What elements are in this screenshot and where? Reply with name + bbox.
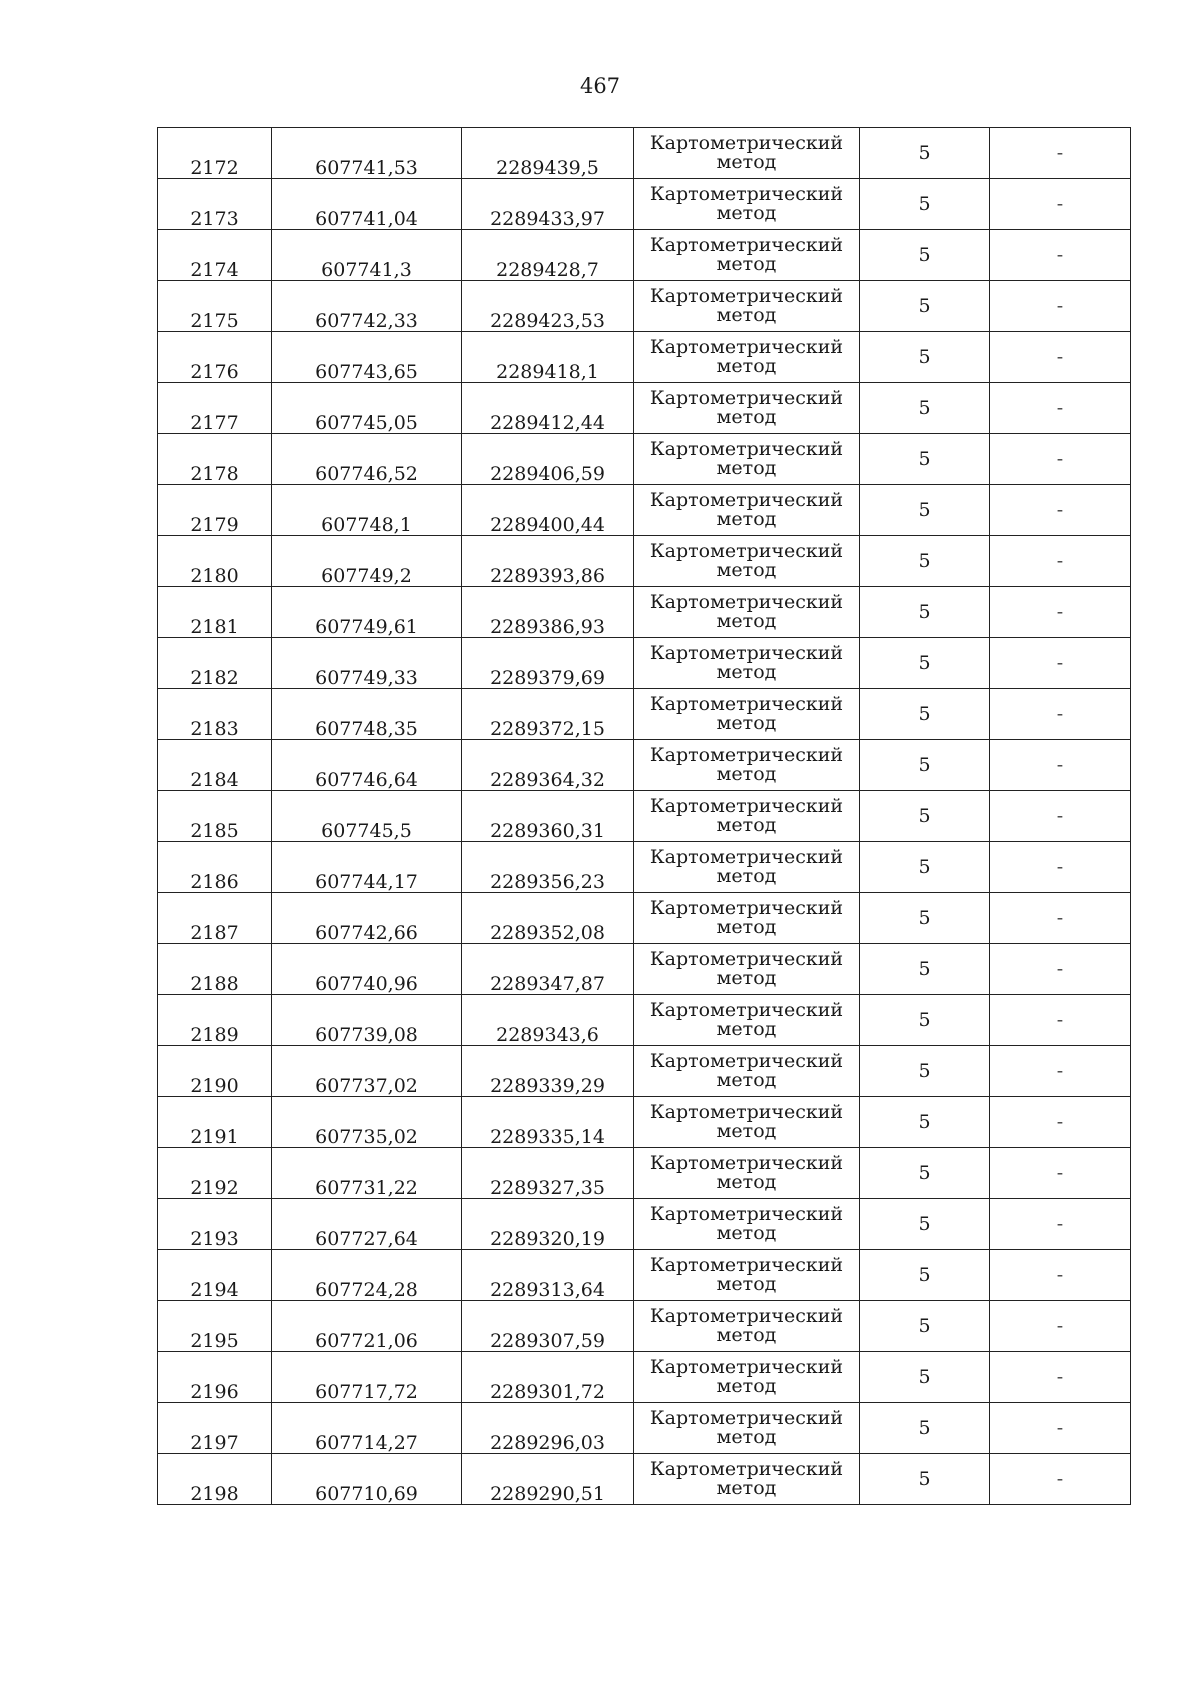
description-cell [990, 944, 1131, 995]
accuracy-cell: 5 [860, 485, 990, 536]
y-coordinate-cell: 2289356,23 [462, 842, 634, 893]
method-cell [634, 944, 860, 995]
description-text: - [1056, 294, 1064, 317]
method-line-2: метод [716, 1324, 777, 1346]
description-cell [990, 332, 1131, 383]
method-cell [634, 995, 860, 1046]
x-coordinate-cell: 607748,35 [272, 689, 462, 740]
page-number: 467 [579, 74, 621, 98]
accuracy-cell: 5 [860, 281, 990, 332]
y-coordinate-cell: 2289386,93 [462, 587, 634, 638]
accuracy-cell: 5 [860, 230, 990, 281]
table-row [158, 434, 1131, 485]
accuracy-cell: 5 [860, 689, 990, 740]
method-line-2: метод [716, 1375, 777, 1397]
point-number-cell: 2178 [158, 434, 272, 485]
x-coordinate-cell: 607717,72 [272, 1352, 462, 1403]
accuracy-cell: 5 [860, 842, 990, 893]
description-cell [990, 791, 1131, 842]
y-coordinate-cell: 2289320,19 [462, 1199, 634, 1250]
x-coordinate-cell: 607710,69 [272, 1454, 462, 1505]
method-line-2: метод [716, 1273, 777, 1295]
y-coordinate-cell: 2289400,44 [462, 485, 634, 536]
y-coordinate-cell: 2289301,72 [462, 1352, 634, 1403]
description-cell [990, 1199, 1131, 1250]
point-number-cell: 2179 [158, 485, 272, 536]
method-line-2: метод [716, 508, 777, 530]
description-cell [990, 1403, 1131, 1454]
y-coordinate-cell: 2289339,29 [462, 1046, 634, 1097]
table-row [158, 332, 1131, 383]
method-line-1: Картометрический [649, 999, 844, 1021]
point-number-cell: 2196 [158, 1352, 272, 1403]
accuracy-cell: 5 [860, 791, 990, 842]
method-cell [634, 791, 860, 842]
method-line-1: Картометрический [649, 540, 844, 562]
description-cell [990, 1250, 1131, 1301]
accuracy-cell: 5 [860, 332, 990, 383]
x-coordinate-cell: 607748,1 [272, 485, 462, 536]
method-line-2: метод [716, 202, 777, 224]
method-line-2: метод [716, 1120, 777, 1142]
y-coordinate-cell: 2289307,59 [462, 1301, 634, 1352]
description-cell [990, 587, 1131, 638]
point-number-cell: 2193 [158, 1199, 272, 1250]
method-line-2: метод [716, 1069, 777, 1091]
method-cell [634, 1148, 860, 1199]
table-row [158, 383, 1131, 434]
accuracy-cell: 5 [860, 1148, 990, 1199]
method-line-1: Картометрический [649, 1152, 844, 1174]
method-line-2: метод [716, 559, 777, 581]
method-cell [634, 383, 860, 434]
description-text: - [1056, 906, 1064, 929]
x-coordinate-cell: 607741,04 [272, 179, 462, 230]
description-cell [990, 281, 1131, 332]
table-row [158, 179, 1131, 230]
description-text: - [1056, 804, 1064, 827]
method-line-1: Картометрический [649, 336, 844, 358]
method-line-1: Картометрический [649, 1407, 844, 1429]
y-coordinate-cell: 2289428,7 [462, 230, 634, 281]
method-cell [634, 485, 860, 536]
method-line-2: метод [716, 661, 777, 683]
table-row [158, 1352, 1131, 1403]
method-cell [634, 1403, 860, 1454]
point-number-cell: 2175 [158, 281, 272, 332]
point-number-cell: 2194 [158, 1250, 272, 1301]
accuracy-cell: 5 [860, 944, 990, 995]
description-text: - [1056, 855, 1064, 878]
method-line-2: метод [716, 1477, 777, 1499]
accuracy-cell: 5 [860, 995, 990, 1046]
point-number-cell: 2190 [158, 1046, 272, 1097]
point-number-cell: 2174 [158, 230, 272, 281]
y-coordinate-cell: 2289335,14 [462, 1097, 634, 1148]
table-row [158, 689, 1131, 740]
description-cell [990, 1097, 1131, 1148]
accuracy-cell: 5 [860, 1352, 990, 1403]
method-line-1: Картометрический [649, 948, 844, 970]
x-coordinate-cell: 607749,61 [272, 587, 462, 638]
description-cell [990, 434, 1131, 485]
x-coordinate-cell: 607742,33 [272, 281, 462, 332]
description-text: - [1056, 243, 1064, 266]
table-row [158, 638, 1131, 689]
y-coordinate-cell: 2289433,97 [462, 179, 634, 230]
method-line-2: метод [716, 967, 777, 989]
point-number-cell: 2177 [158, 383, 272, 434]
table-row [158, 944, 1131, 995]
description-cell [990, 1148, 1131, 1199]
method-line-2: метод [716, 355, 777, 377]
description-text: - [1056, 1008, 1064, 1031]
point-number-cell: 2191 [158, 1097, 272, 1148]
y-coordinate-cell: 2289360,31 [462, 791, 634, 842]
method-line-2: метод [716, 406, 777, 428]
method-line-2: метод [716, 1222, 777, 1244]
table-row [158, 1454, 1131, 1505]
method-line-1: Картометрический [649, 642, 844, 664]
point-number-cell: 2197 [158, 1403, 272, 1454]
description-text: - [1056, 549, 1064, 572]
description-cell [990, 1046, 1131, 1097]
method-cell [634, 842, 860, 893]
accuracy-cell: 5 [860, 128, 990, 179]
method-cell [634, 1454, 860, 1505]
description-text: - [1056, 1161, 1064, 1184]
description-cell [990, 485, 1131, 536]
description-text: - [1056, 1467, 1064, 1490]
method-line-2: метод [716, 916, 777, 938]
method-line-2: метод [716, 1426, 777, 1448]
method-line-1: Картометрический [649, 795, 844, 817]
description-text: - [1056, 651, 1064, 674]
method-cell [634, 128, 860, 179]
method-cell [634, 179, 860, 230]
method-line-1: Картометрический [649, 1305, 844, 1327]
y-coordinate-cell: 2289290,51 [462, 1454, 634, 1505]
description-cell [990, 1454, 1131, 1505]
method-line-1: Картометрический [649, 744, 844, 766]
table-row [158, 740, 1131, 791]
description-text: - [1056, 141, 1064, 164]
method-line-2: метод [716, 304, 777, 326]
x-coordinate-cell: 607727,64 [272, 1199, 462, 1250]
x-coordinate-cell: 607749,33 [272, 638, 462, 689]
y-coordinate-cell: 2289352,08 [462, 893, 634, 944]
method-line-1: Картометрический [649, 387, 844, 409]
point-number-cell: 2189 [158, 995, 272, 1046]
method-cell [634, 638, 860, 689]
method-cell [634, 689, 860, 740]
table-row [158, 1250, 1131, 1301]
accuracy-cell: 5 [860, 536, 990, 587]
description-cell [990, 1301, 1131, 1352]
x-coordinate-cell: 607741,3 [272, 230, 462, 281]
method-line-1: Картометрический [649, 1356, 844, 1378]
point-number-cell: 2198 [158, 1454, 272, 1505]
point-number-cell: 2185 [158, 791, 272, 842]
description-text: - [1056, 192, 1064, 215]
x-coordinate-cell: 607746,52 [272, 434, 462, 485]
point-number-cell: 2192 [158, 1148, 272, 1199]
method-cell [634, 1301, 860, 1352]
description-cell [990, 689, 1131, 740]
accuracy-cell: 5 [860, 1250, 990, 1301]
method-cell [634, 740, 860, 791]
accuracy-cell: 5 [860, 383, 990, 434]
accuracy-cell: 5 [860, 1301, 990, 1352]
method-cell [634, 434, 860, 485]
x-coordinate-cell: 607724,28 [272, 1250, 462, 1301]
x-coordinate-cell: 607731,22 [272, 1148, 462, 1199]
description-cell [990, 740, 1131, 791]
method-line-1: Картометрический [649, 1458, 844, 1480]
accuracy-cell: 5 [860, 740, 990, 791]
point-number-cell: 2186 [158, 842, 272, 893]
method-cell [634, 332, 860, 383]
method-line-2: метод [716, 865, 777, 887]
description-text: - [1056, 957, 1064, 980]
table-row [158, 485, 1131, 536]
y-coordinate-cell: 2289347,87 [462, 944, 634, 995]
method-line-2: метод [716, 1018, 777, 1040]
y-coordinate-cell: 2289364,32 [462, 740, 634, 791]
description-text: - [1056, 1365, 1064, 1388]
description-text: - [1056, 753, 1064, 776]
method-line-2: метод [716, 1171, 777, 1193]
method-cell [634, 893, 860, 944]
table-row [158, 230, 1131, 281]
method-line-2: метод [716, 814, 777, 836]
method-line-2: метод [716, 763, 777, 785]
method-line-1: Картометрический [649, 1050, 844, 1072]
method-cell [634, 1199, 860, 1250]
table-row [158, 1301, 1131, 1352]
accuracy-cell: 5 [860, 1097, 990, 1148]
method-line-1: Картометрический [649, 183, 844, 205]
description-cell [990, 638, 1131, 689]
y-coordinate-cell: 2289343,6 [462, 995, 634, 1046]
method-line-1: Картометрический [649, 846, 844, 868]
method-line-1: Картометрический [649, 285, 844, 307]
point-number-cell: 2173 [158, 179, 272, 230]
accuracy-cell: 5 [860, 179, 990, 230]
method-line-1: Картометрический [649, 1203, 844, 1225]
accuracy-cell: 5 [860, 1454, 990, 1505]
x-coordinate-cell: 607721,06 [272, 1301, 462, 1352]
x-coordinate-cell: 607735,02 [272, 1097, 462, 1148]
point-number-cell: 2176 [158, 332, 272, 383]
description-cell [990, 230, 1131, 281]
description-cell [990, 179, 1131, 230]
method-line-2: метод [716, 610, 777, 632]
description-cell [990, 893, 1131, 944]
method-line-2: метод [716, 712, 777, 734]
x-coordinate-cell: 607744,17 [272, 842, 462, 893]
y-coordinate-cell: 2289296,03 [462, 1403, 634, 1454]
method-cell [634, 536, 860, 587]
method-cell [634, 1046, 860, 1097]
accuracy-cell: 5 [860, 587, 990, 638]
description-text: - [1056, 1416, 1064, 1439]
method-line-1: Картометрический [649, 897, 844, 919]
method-cell [634, 1097, 860, 1148]
point-number-cell: 2187 [158, 893, 272, 944]
description-text: - [1056, 1263, 1064, 1286]
method-line-1: Картометрический [649, 693, 844, 715]
description-text: - [1056, 600, 1064, 623]
accuracy-cell: 5 [860, 1046, 990, 1097]
x-coordinate-cell: 607742,66 [272, 893, 462, 944]
description-text: - [1056, 396, 1064, 419]
x-coordinate-cell: 607745,05 [272, 383, 462, 434]
description-cell [990, 995, 1131, 1046]
method-line-2: метод [716, 253, 777, 275]
y-coordinate-cell: 2289439,5 [462, 128, 634, 179]
y-coordinate-cell: 2289393,86 [462, 536, 634, 587]
table-row [158, 587, 1131, 638]
description-text: - [1056, 1059, 1064, 1082]
method-line-1: Картометрический [649, 489, 844, 511]
x-coordinate-cell: 607739,08 [272, 995, 462, 1046]
x-coordinate-cell: 607749,2 [272, 536, 462, 587]
description-cell [990, 842, 1131, 893]
method-cell [634, 1250, 860, 1301]
method-line-1: Картометрический [649, 591, 844, 613]
table-row [158, 842, 1131, 893]
table-row [158, 128, 1131, 179]
y-coordinate-cell: 2289418,1 [462, 332, 634, 383]
description-cell [990, 383, 1131, 434]
description-cell [990, 1352, 1131, 1403]
x-coordinate-cell: 607746,64 [272, 740, 462, 791]
table-row [158, 1097, 1131, 1148]
description-text: - [1056, 702, 1064, 725]
point-number-cell: 2180 [158, 536, 272, 587]
coordinates-table [157, 127, 1131, 1505]
method-line-1: Картометрический [649, 1101, 844, 1123]
point-number-cell: 2184 [158, 740, 272, 791]
table-row [158, 995, 1131, 1046]
method-cell [634, 587, 860, 638]
method-cell [634, 230, 860, 281]
description-text: - [1056, 1110, 1064, 1133]
accuracy-cell: 5 [860, 1403, 990, 1454]
table-row [158, 281, 1131, 332]
point-number-cell: 2182 [158, 638, 272, 689]
table-row [158, 1199, 1131, 1250]
method-line-1: Картометрический [649, 438, 844, 460]
x-coordinate-cell: 607741,53 [272, 128, 462, 179]
accuracy-cell: 5 [860, 434, 990, 485]
x-coordinate-cell: 607737,02 [272, 1046, 462, 1097]
point-number-cell: 2183 [158, 689, 272, 740]
x-coordinate-cell: 607714,27 [272, 1403, 462, 1454]
y-coordinate-cell: 2289423,53 [462, 281, 634, 332]
y-coordinate-cell: 2289412,44 [462, 383, 634, 434]
table-row [158, 1046, 1131, 1097]
x-coordinate-cell: 607745,5 [272, 791, 462, 842]
table-row [158, 893, 1131, 944]
description-text: - [1056, 1314, 1064, 1337]
method-line-2: метод [716, 457, 777, 479]
point-number-cell: 2172 [158, 128, 272, 179]
method-cell [634, 281, 860, 332]
description-cell [990, 128, 1131, 179]
accuracy-cell: 5 [860, 638, 990, 689]
y-coordinate-cell: 2289372,15 [462, 689, 634, 740]
accuracy-cell: 5 [860, 1199, 990, 1250]
x-coordinate-cell: 607743,65 [272, 332, 462, 383]
method-cell [634, 1352, 860, 1403]
description-text: - [1056, 345, 1064, 368]
table-body [158, 128, 1131, 1505]
description-text: - [1056, 498, 1064, 521]
description-text: - [1056, 1212, 1064, 1235]
table-row [158, 536, 1131, 587]
y-coordinate-cell: 2289379,69 [462, 638, 634, 689]
y-coordinate-cell: 2289327,35 [462, 1148, 634, 1199]
method-line-1: Картометрический [649, 132, 844, 154]
description-text: - [1056, 447, 1064, 470]
point-number-cell: 2188 [158, 944, 272, 995]
point-number-cell: 2181 [158, 587, 272, 638]
table-row [158, 1148, 1131, 1199]
method-line-1: Картометрический [649, 1254, 844, 1276]
x-coordinate-cell: 607740,96 [272, 944, 462, 995]
table-row [158, 791, 1131, 842]
method-line-1: Картометрический [649, 234, 844, 256]
point-number-cell: 2195 [158, 1301, 272, 1352]
accuracy-cell: 5 [860, 893, 990, 944]
y-coordinate-cell: 2289313,64 [462, 1250, 634, 1301]
method-line-2: метод [716, 151, 777, 173]
y-coordinate-cell: 2289406,59 [462, 434, 634, 485]
description-cell [990, 536, 1131, 587]
table-row [158, 1403, 1131, 1454]
